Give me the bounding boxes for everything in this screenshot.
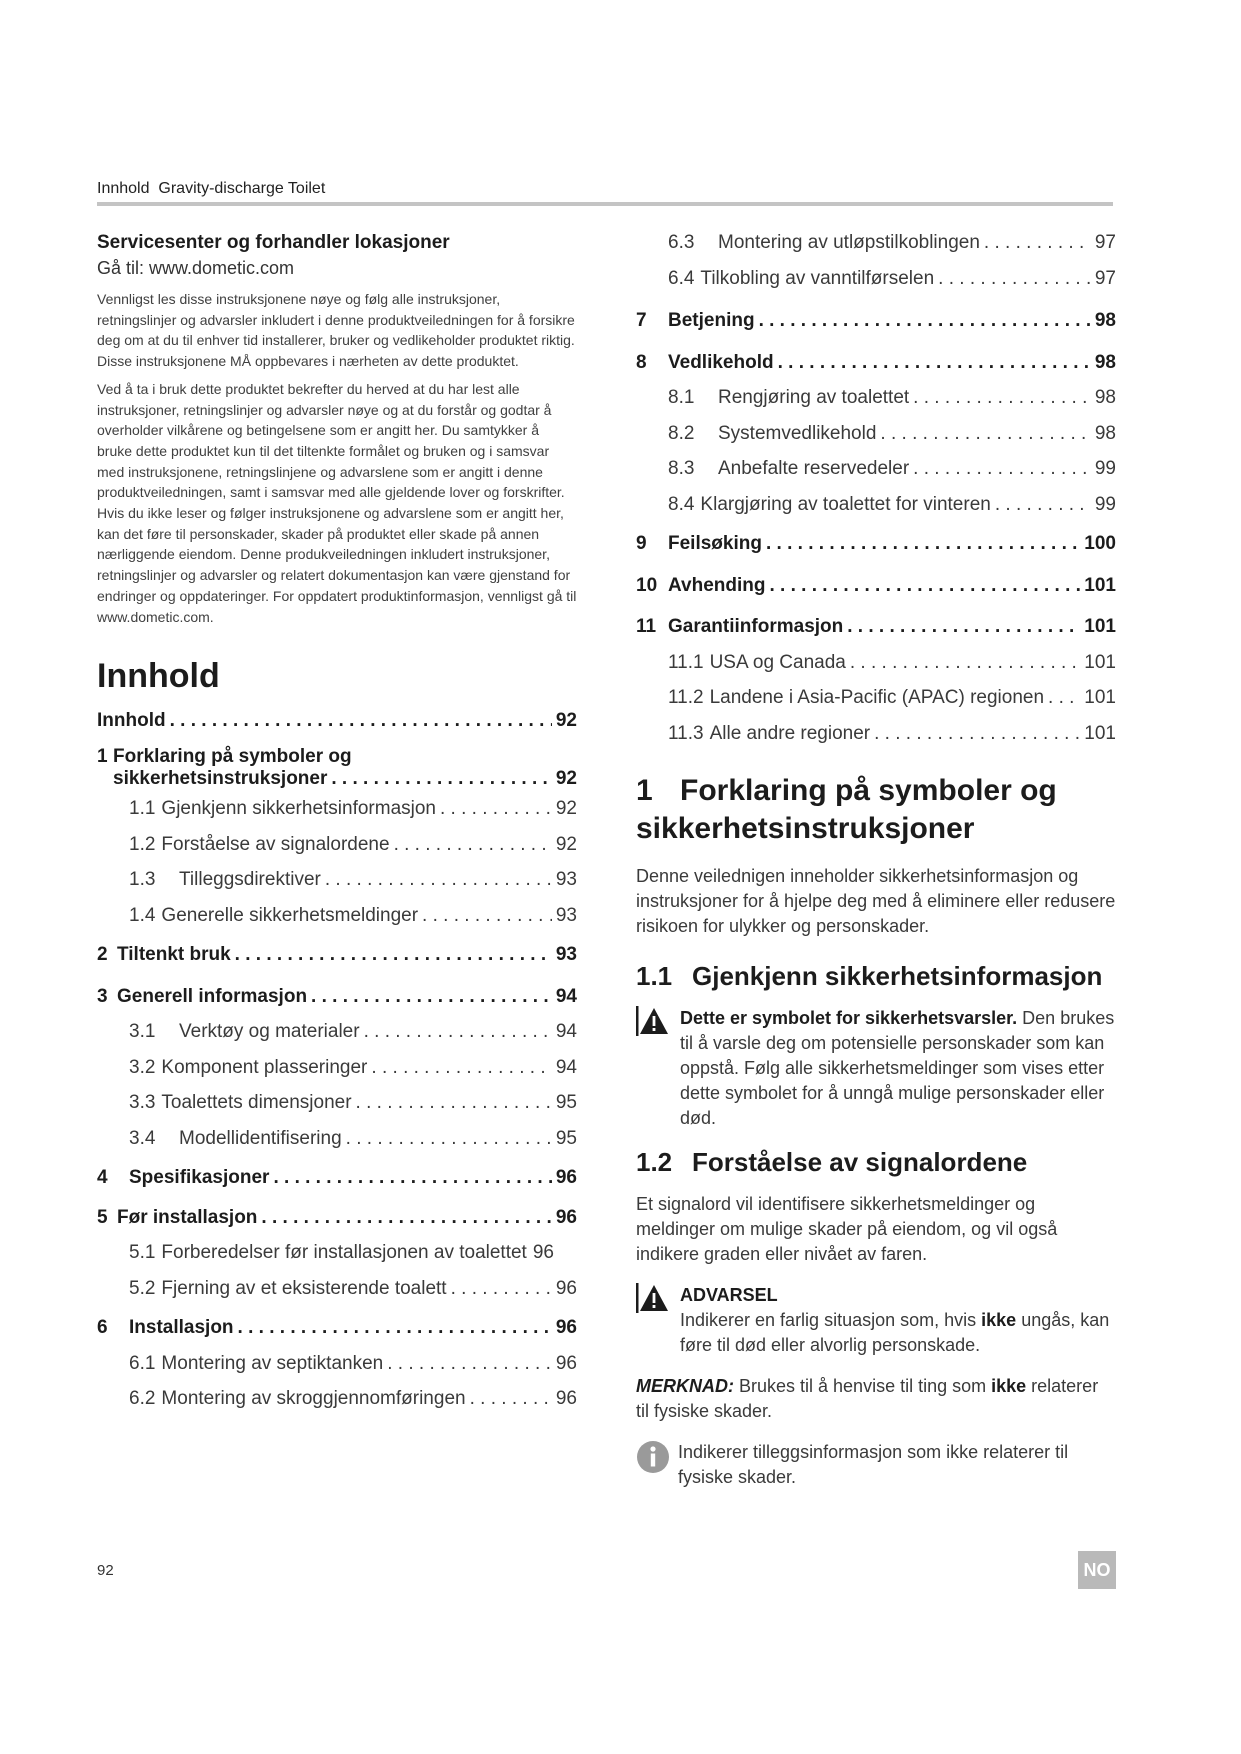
- toc-entry-6-4[interactable]: 6.4 Tilkobling av vanntilførselen . . . 97: [636, 268, 1116, 306]
- toc-entry-8-3[interactable]: 8.3 Anbefalte reservedeler . . . 99: [636, 458, 1116, 494]
- toc-heading: Innhold: [97, 657, 220, 696]
- chapter-1-intro: Denne veilednigen inneholder sikkerhetsinformasjon og instruksjoner for å hjelpe deg med å eliminere eller redusere risikoen for ulykker og personskader.: [636, 866, 1116, 936]
- service-title: Servicesenter og forhandler lokasjoner: [97, 232, 450, 253]
- header-product: Gravity-discharge Toilet: [158, 180, 326, 197]
- running-header: [97, 180, 1113, 198]
- warning-label: ADVARSEL: [680, 1285, 778, 1305]
- toc-entry-8-2[interactable]: 8.2 Systemvedlikehold . . . 98: [636, 423, 1116, 459]
- toc-entry-5-1[interactable]: 5.1 Forberedelser før installasjonen av toalettet 96: [129, 1242, 554, 1264]
- section-1-2-heading: 1.2 Forståelse av signalordene: [636, 1147, 1028, 1177]
- toc-entry-6-3[interactable]: 6.3 Montering av utløpstilkoblingen . . . 97: [636, 232, 1116, 268]
- language-badge: NO: [1078, 1551, 1116, 1589]
- header-section: Innhold: [97, 180, 150, 197]
- toc-entry-1-3[interactable]: 1.3 Tilleggsdirektiver . . . 93: [97, 869, 577, 905]
- toc-entry-3-2[interactable]: 3.2 Komponent plasseringer . . . 94: [97, 1057, 577, 1093]
- toc-entry-2[interactable]: 2 Tiltenkt bruk . . . 93: [97, 944, 577, 980]
- safety-alert-block: Dette er symbolet for sikkerhetsvarsler. Den brukes til å varsle deg om potensielle personskader som kan oppstå. Følg alle sikkerhetsmeldinger som vises etter dette symbolet for å unngå mulige personskader eller død.: [636, 1006, 1116, 1131]
- page-number: 92: [97, 1562, 114, 1579]
- toc-entry-9[interactable]: 9 Feilsøking . . . 100: [636, 533, 1116, 569]
- toc-entry-1-1[interactable]: 1.1 Gjenkjenn sikkerhetsinformasjon . . . 92: [97, 798, 577, 834]
- toc-entry-3-3[interactable]: 3.3 Toalettets dimensjoner . . . 95: [97, 1092, 577, 1128]
- toc-entry-1[interactable]: 1 Forklaring på symboler og sikkerhetsinstruksjoner . . . 92: [97, 746, 577, 790]
- info-block: [636, 1440, 1116, 1490]
- toc-entry-3[interactable]: 3 Generell informasjon . . . 94: [97, 986, 577, 1022]
- toc-list-left: [97, 710, 577, 1424]
- right-column: [636, 232, 1116, 1490]
- toc-entry-11-3[interactable]: 11.3 Alle andre regioner . . . 101: [636, 723, 1116, 759]
- toc-entry-8-4[interactable]: 8.4 Klargjøring av toalettet for vinteren . . . 99: [636, 494, 1116, 530]
- left-column: [97, 232, 577, 1424]
- toc-entry-11-2[interactable]: 11.2 Landene i Asia-Pacific (APAC) regionen . . . 101: [636, 687, 1116, 723]
- section-1-2-intro: Et signalord vil identifisere sikkerhetsmeldinger og meldinger om mulige skader på eiendom, og vil også indikere graden eller nivået av faren.: [636, 1194, 1058, 1264]
- toc-list-right: [636, 232, 1116, 758]
- intro-paragraph-2: Ved å ta i bruk dette produktet bekrefter du herved at du har lest alle instruksjoner, retningslinjer og advarsler nøye og at du forstår og godtar å overholder vilkårene og betingelsene som er angitt her. Du samtykker å bruke dette produktet kun til det tiltenkte formålet og bruken og i samsvar med instruksjonene, retningslinjene og advarslene som er angitt i denne produktveiledningen, samt i samsvar med alle gjeldende lover og forskrifter. Hvis du ikke leser og følger instruksjonene og advarslene som er angitt her, kan det føre til personskader, skader på produktet eller skade på annen nærliggende eiendom. Denne produkveiledningen inkludert instruksjoner, retningslinjer og advarsler og relatert dokumentasjon kan være gjenstand for endringer og oppdateringer. For oppdatert produktinformasjon, vennligst gå til www.dometic.com.: [97, 380, 577, 625]
- toc-entry-3-4[interactable]: 3.4 Modellidentifisering . . . 95: [97, 1128, 577, 1164]
- toc-entry-8-1[interactable]: 8.1 Rengjøring av toalettet . . . 98: [636, 387, 1116, 423]
- intro-paragraph-1: Vennligst les disse instruksjonene nøye og følg alle instruksjoner, retningslinjer og advarsler inkludert i denne produktveiledningen for å forsikre deg om at du til enhver tid installerer, bruker og vedlikeholder produktet riktig. Disse instruksjonene MÅ oppbevares i nærheten av dette produktet.: [97, 291, 575, 370]
- toc-entry-6-1[interactable]: 6.1 Montering av septiktanken . . . 96: [97, 1353, 577, 1389]
- toc-entry-6-2[interactable]: 6.2 Montering av skroggjennomføringen . . . 96: [97, 1388, 577, 1424]
- toc-entry-11[interactable]: 11 Garantiinformasjon . . . 101: [636, 616, 1116, 652]
- toc-entry-4[interactable]: 4 Spesifikasjoner . . . 96: [97, 1167, 577, 1203]
- chapter-1-heading: 1 Forklaring på symboler og sikkerhetsinstruksjoner: [636, 774, 1057, 845]
- service-link[interactable]: Gå til: www.dometic.com: [97, 258, 295, 278]
- warning-text: Indikerer en farlig situasjon som, hvis ikke ungås, kan føre til død eller alvorlig personskade.: [680, 1310, 1110, 1355]
- section-1-1-heading: 1.1 Gjenkjenn sikkerhetsinformasjon: [636, 961, 1103, 991]
- warning-triangle-icon: [636, 1283, 670, 1358]
- toc-entry-5[interactable]: 5 Før installasjon . . . 96: [97, 1207, 577, 1243]
- toc-entry-10[interactable]: 10 Avhending . . . 101: [636, 575, 1116, 611]
- header-rule: [97, 202, 1113, 206]
- info-icon: [636, 1440, 670, 1490]
- info-text: Indikerer tilleggsinformasjon som ikke relaterer til fysiske skader.: [678, 1442, 1069, 1487]
- toc-entry-6[interactable]: 6 Installasjon . . . 96: [97, 1317, 577, 1353]
- toc-entry-1-2[interactable]: 1.2 Forståelse av signalordene . . . 92: [97, 834, 577, 870]
- toc-entry-innhold[interactable]: Innhold . . . 92: [97, 710, 577, 732]
- note-paragraph: MERKNAD: Brukes til å henvise til ting som ikke relaterer til fysiske skader.: [636, 1376, 1099, 1421]
- warning-block: [636, 1283, 1116, 1358]
- toc-entry-11-1[interactable]: 11.1 USA og Canada . . . 101: [636, 652, 1116, 688]
- toc-entry-3-1[interactable]: 3.1 Verktøy og materialer . . . 94: [97, 1021, 577, 1057]
- toc-entry-7[interactable]: 7 Betjening . . . 98: [636, 310, 1116, 346]
- warning-triangle-icon: [636, 1006, 670, 1131]
- toc-entry-1-4[interactable]: 1.4 Generelle sikkerhetsmeldinger . . . 93: [97, 905, 577, 941]
- toc-entry-8[interactable]: 8 Vedlikehold . . . 98: [636, 352, 1116, 388]
- toc-entry-5-2[interactable]: 5.2 Fjerning av et eksisterende toalett . . . 96: [97, 1278, 577, 1314]
